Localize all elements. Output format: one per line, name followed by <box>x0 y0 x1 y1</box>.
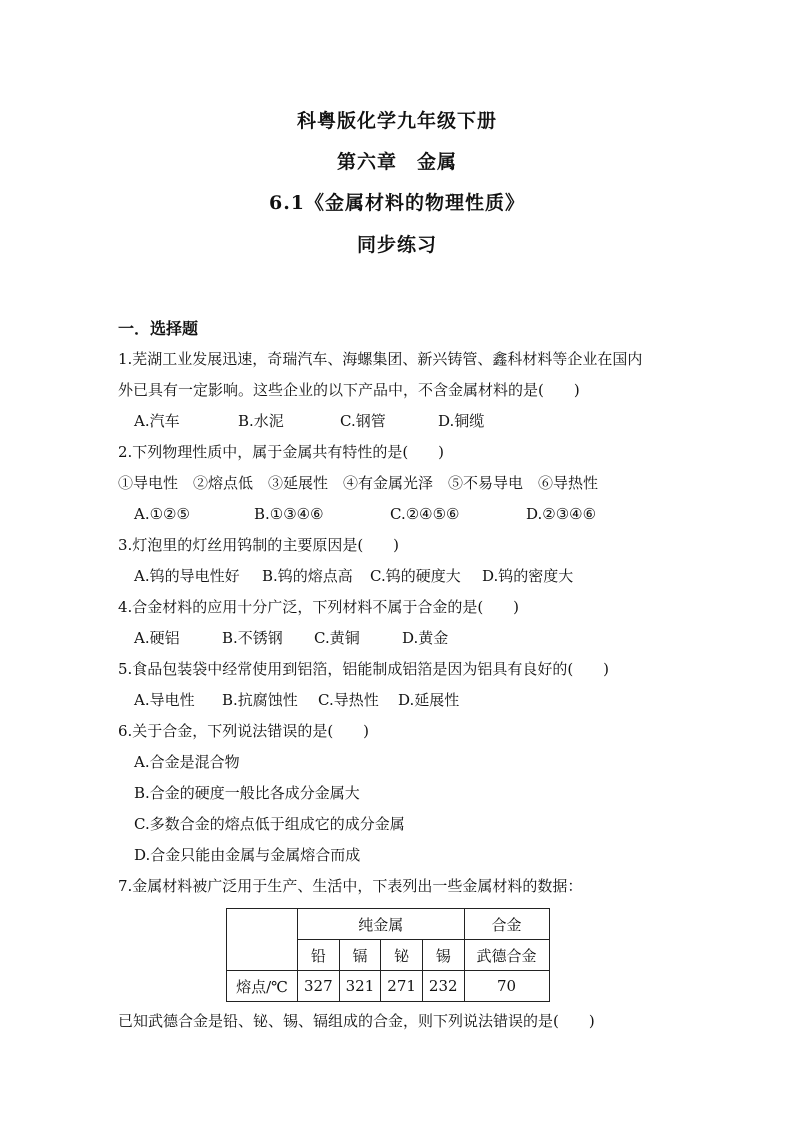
lesson-title: 6.1《金属材料的物理性质》 <box>268 192 526 214</box>
q3-option-c: C.钨的硬度大 <box>370 567 461 585</box>
q5-option-a: A.导电性 <box>134 691 195 709</box>
table-cell: 70 <box>464 971 549 1002</box>
table-row <box>227 909 550 940</box>
q1-options <box>118 406 688 437</box>
q6-option-d: D.合金只能由金属与金属熔合而成 <box>134 846 361 864</box>
q6-option-b: B.合金的硬度一般比各成分金属大 <box>134 784 360 802</box>
q4-option-c: C.黄铜 <box>314 629 360 647</box>
question-list <box>118 314 688 1037</box>
q2-items: ①导电性 ②熔点低 ③延展性 ④有金属光泽 ⑤不易导电 ⑥导热性 <box>118 474 599 492</box>
q6-option-a: A.合金是混合物 <box>134 753 240 771</box>
metal-header: 镉 <box>339 940 381 971</box>
q1-option-a: A.汽车 <box>134 412 180 430</box>
q6-option-c: C.多数合金的熔点低于组成它的成分金属 <box>134 815 405 833</box>
pure-metal-header: 纯金属 <box>298 909 465 940</box>
q4-option-b: B.不锈钢 <box>222 629 283 647</box>
row-label: 熔点/℃ <box>227 971 298 1002</box>
q4-options <box>118 623 688 654</box>
q5-option-d: D.延展性 <box>398 691 460 709</box>
table-cell: 232 <box>422 971 464 1002</box>
q1-option-d: D.铜缆 <box>438 412 485 430</box>
q4-option-d: D.黄金 <box>402 629 449 647</box>
q5-option-c: C.导热性 <box>318 691 379 709</box>
q2-options <box>118 499 688 530</box>
table-corner-cell <box>227 909 298 971</box>
alloy-header: 合金 <box>464 909 549 940</box>
metal-header: 锡 <box>422 940 464 971</box>
section-heading: 一．选择题 <box>118 319 199 338</box>
q1-stem-line1: 1.芜湖工业发展迅速，奇瑞汽车、海螺集团、新兴铸管、鑫科材料等企业在国内 <box>118 350 643 368</box>
q2-option-c: C.②④⑤⑥ <box>390 505 460 523</box>
q2-option-a: A.①②⑤ <box>134 505 190 523</box>
table-cell: 327 <box>298 971 340 1002</box>
q4-stem: 4.合金材料的应用十分广泛，下列材料不属于合金的是( ) <box>118 598 520 616</box>
table-row <box>227 971 550 1002</box>
q2-option-d: D.②③④⑥ <box>526 505 597 523</box>
alloy-name: 武德合金 <box>464 940 549 971</box>
q3-stem: 3.灯泡里的灯丝用钨制的主要原因是( ) <box>118 536 400 554</box>
table-cell: 321 <box>339 971 381 1002</box>
table-cell: 271 <box>381 971 423 1002</box>
q2-stem: 2.下列物理性质中，属于金属共有特性的是( ) <box>118 443 445 461</box>
q3-option-a: A.钨的导电性好 <box>134 567 240 585</box>
metal-header: 铅 <box>298 940 340 971</box>
q4-option-a: A.硬铝 <box>134 629 180 647</box>
q7-stem: 7.金属材料被广泛用于生产、生活中，下表列出一些金属材料的数据： <box>118 877 583 895</box>
book-title: 科粤版化学九年级下册 <box>296 110 497 132</box>
q3-option-d: D.钨的密度大 <box>482 567 574 585</box>
q3-options <box>118 561 688 592</box>
q5-stem: 5.食品包装袋中经常使用到铝箔，铝能制成铝箔是因为铝具有良好的( ) <box>118 660 610 678</box>
q5-option-b: B.抗腐蚀性 <box>222 691 298 709</box>
q3-option-b: B.钨的熔点高 <box>262 567 353 585</box>
q1-option-b: B.水泥 <box>238 412 284 430</box>
exercise-title: 同步练习 <box>356 234 437 256</box>
q5-options <box>118 685 688 716</box>
chapter-title: 第六章 金属 <box>336 151 457 173</box>
metal-header: 铋 <box>381 940 423 971</box>
q6-stem: 6.关于合金，下列说法错误的是( ) <box>118 722 370 740</box>
q1-option-c: C.钢管 <box>340 412 386 430</box>
q7-followup: 已知武德合金是铅、铋、锡、镉组成的合金，则下列说法错误的是( ) <box>118 1012 595 1030</box>
melting-point-table <box>226 908 550 1002</box>
q2-option-b: B.①③④⑥ <box>254 505 324 523</box>
q1-stem-line2: 外已具有一定影响。这些企业的以下产品中，不含金属材料的是( ) <box>118 381 580 399</box>
